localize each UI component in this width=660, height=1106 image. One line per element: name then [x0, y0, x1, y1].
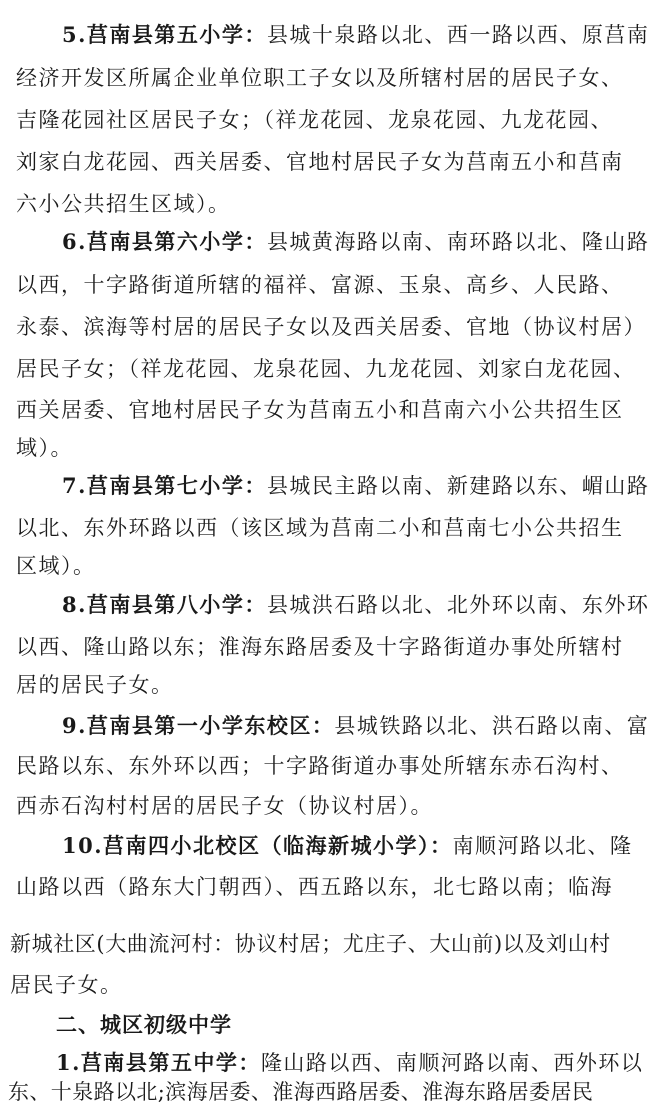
school-10-line-1 [0, 832, 660, 860]
school-6-line-6: 域）。 [16, 436, 73, 460]
school-7-line-1 [0, 472, 660, 500]
school-5-line-2: 经济开发区所属企业单位职工子女以及所辖村居的居民子女、 [16, 66, 624, 90]
school-9-line-3: 西赤石沟村村居的居民子女（协议村居）。 [16, 794, 433, 818]
school-8-line-2: 以西、隆山路以东；淮海东路居委及十字路街道办事处所辖村 [16, 635, 624, 659]
school-7-title: 7.莒南县第七小学： [62, 473, 267, 498]
school-5-line-3: 吉隆花园社区居民子女；（祥龙花园、龙泉花园、九龙花园、 [16, 108, 613, 132]
school-7-text: 县城民主路以南、新建路以东、嵋山路 [266, 474, 650, 498]
school-10-line-4: 居民子女。 [10, 973, 123, 997]
school-7-line-3: 区域）。 [16, 554, 96, 578]
school-8-text: 县城洪石路以北、北外环以南、东外环 [266, 593, 650, 617]
school-6-line-4: 居民子女；（祥龙花园、龙泉花园、九龙花园、刘家白龙花园、 [16, 357, 636, 381]
middle-school-1-line-1 [0, 1049, 660, 1077]
section-heading-middle-schools: 二、城区初级中学 [56, 1013, 232, 1037]
school-10-line-3: 新城社区(大曲流河村：协议村居；尤庄子、大山前)以及刘山村 [10, 932, 611, 956]
school-5-text: 县城十泉路以北、西一路以西、原莒南 [266, 23, 650, 47]
school-9-line-1 [0, 712, 660, 740]
school-6-line-3: 永泰、滨海等村居的居民子女以及西关居委、官地（协议村居） [16, 315, 646, 339]
school-7-line-2: 以北、东外环路以西（该区域为莒南二小和莒南七小公共招生 [16, 516, 624, 540]
school-10-title: 10.莒南四小北校区（临海新城小学）： [62, 833, 453, 858]
school-9-line-2: 民路以东、东外环以西；十字路街道办事处所辖东赤石沟村、 [16, 754, 624, 778]
school-6-line-5: 西关居委、官地村居民子女为莒南五小和莒南六小公共招生区 [16, 398, 624, 422]
school-5-line-5: 六小公共招生区域）。 [16, 192, 231, 216]
school-6-text: 县城黄海路以南、南环路以北、隆山路 [266, 230, 650, 254]
school-5-line-4: 刘家白龙花园、西关居委、官地村居民子女为莒南五小和莒南 [16, 150, 624, 174]
school-10-text: 南顺河路以北、隆 [452, 834, 633, 858]
school-8-line-3: 居的居民子女。 [16, 673, 174, 697]
middle-school-1-title: 1.莒南县第五中学： [56, 1050, 261, 1075]
school-6-title: 6.莒南县第六小学： [62, 229, 267, 254]
school-6-line-2: 以西，十字路街道所辖的福祥、富源、玉泉、高乡、人民路、 [16, 273, 624, 297]
school-9-text: 县城铁路以北、洪石路以南、富 [334, 714, 650, 738]
middle-school-1-line-2: 东、十泉路以北;滨海居委、淮海西路居委、淮海东路居委居民 [8, 1080, 594, 1104]
school-6-line-1 [0, 228, 660, 256]
school-5-title: 5.莒南县第五小学： [62, 22, 267, 47]
school-10-line-2: 山路以西（路东大门朝西）、西五路以东，北七路以南；临海 [16, 875, 613, 899]
middle-school-1-text: 隆山路以西、南顺河路以南、西外环以 [260, 1051, 644, 1075]
school-9-title: 9.莒南县第一小学东校区： [62, 713, 335, 738]
school-8-line-1 [0, 591, 660, 619]
school-8-title: 8.莒南县第八小学： [62, 592, 267, 617]
school-5-line-1 [0, 21, 660, 49]
